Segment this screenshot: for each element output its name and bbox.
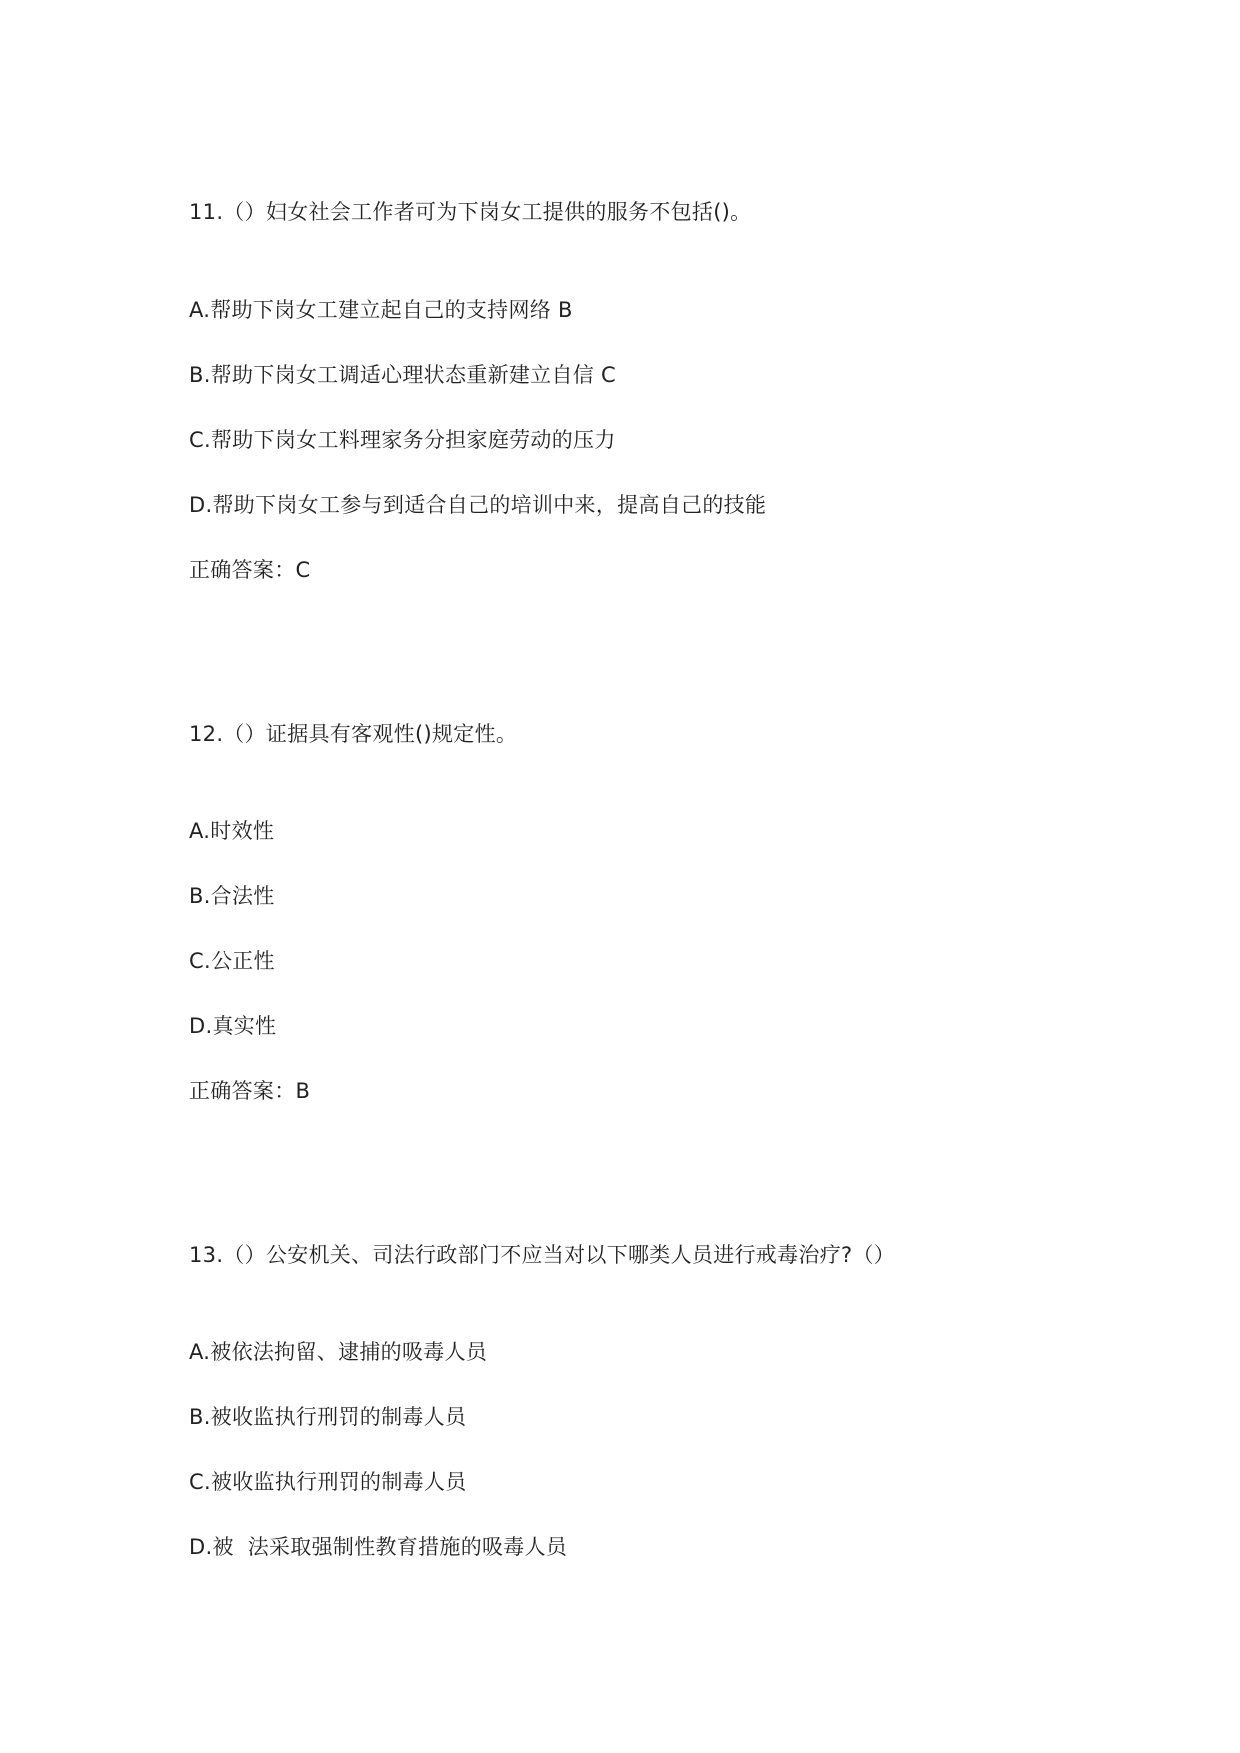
question-11-answer: 正确答案：C	[189, 558, 311, 582]
question-12-option-a: A.时效性	[189, 819, 275, 843]
question-12-option-b: B.合法性	[189, 884, 275, 908]
question-11-stem: 11.（）妇女社会工作者可为下岗女工提供的服务不包括()。	[189, 200, 752, 224]
question-11-option-c: C.帮助下岗女工料理家务分担家庭劳动的压力	[189, 428, 616, 452]
question-12-option-d: D.真实性	[189, 1014, 277, 1038]
question-13-stem: 13.（）公安机关、司法行政部门不应当对以下哪类人员进行戒毒治疗?（）	[189, 1243, 896, 1267]
question-13-option-a: A.被依法拘留、逮捕的吸毒人员	[189, 1340, 488, 1364]
question-12-stem: 12.（）证据具有客观性()规定性。	[189, 722, 518, 746]
question-13-option-c: C.被收监执行刑罚的制毒人员	[189, 1470, 467, 1494]
question-12-option-c: C.公正性	[189, 949, 275, 973]
question-11-option-d: D.帮助下岗女工参与到适合自己的培训中来，提高自己的技能	[189, 493, 767, 517]
question-11-option-b: B.帮助下岗女工调适心理状态重新建立自信 C	[189, 363, 617, 387]
question-13-option-b: B.被收监执行刑罚的制毒人员	[189, 1405, 467, 1429]
question-12-answer: 正确答案：B	[189, 1079, 311, 1103]
question-11-option-a: A.帮助下岗女工建立起自己的支持网络 B	[189, 298, 573, 322]
question-13-option-d: D.被 法采取强制性教育措施的吸毒人员	[189, 1535, 568, 1559]
